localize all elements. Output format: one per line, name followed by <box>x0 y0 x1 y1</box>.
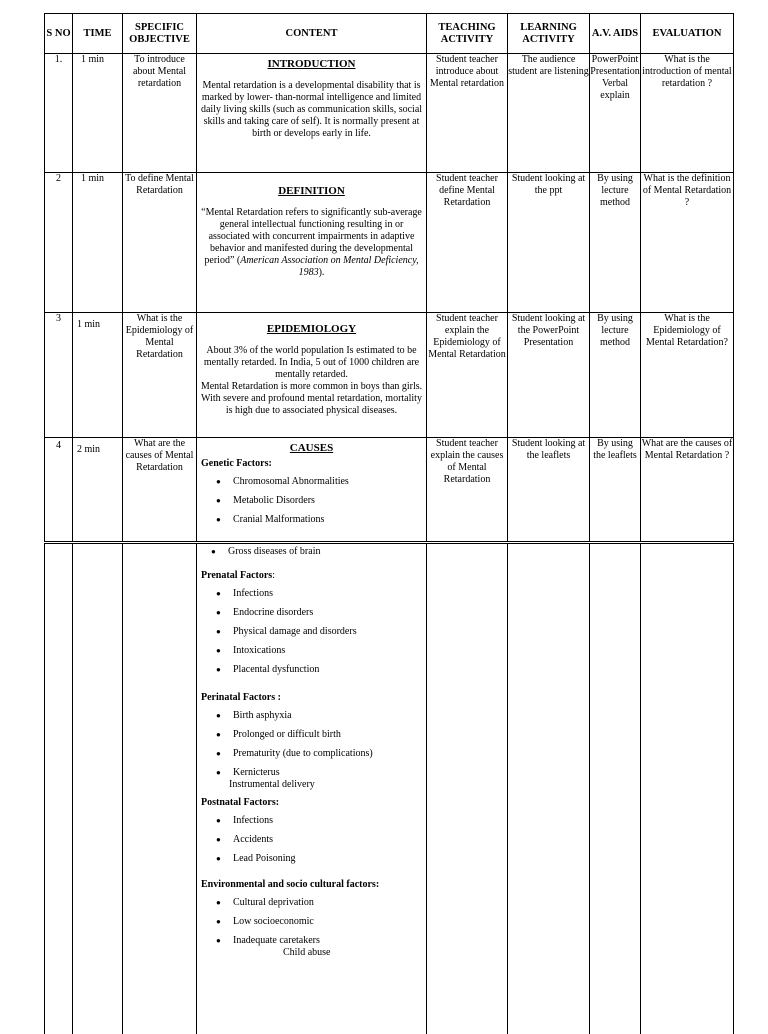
section-heading-definition: DEFINITION <box>278 185 345 197</box>
header-sno: S NO <box>45 14 73 54</box>
list-item: ● Prolonged or difficult birth <box>233 729 426 741</box>
genetic-factors-label: Genetic Factors: <box>201 458 272 469</box>
table-row <box>45 313 734 438</box>
row-learning: Student looking at the leaflets <box>508 438 590 542</box>
section-heading-introduction: INTRODUCTION <box>267 58 356 70</box>
header-objective: SPECIFIC OBJECTIVE <box>123 14 197 54</box>
header-learning: LEARNING ACTIVITY <box>508 14 590 54</box>
row-teaching: Student teacher explain the Epidemiology of Mental Retardation <box>427 313 508 438</box>
environmental-extra-text: Child abuse <box>283 947 331 958</box>
prenatal-factors-label <box>201 570 426 582</box>
definition-text-end: ). <box>318 267 325 278</box>
row-av: By using the leaflets <box>590 438 641 542</box>
list-item: ● Intoxications <box>233 645 426 657</box>
perinatal-factors-list <box>197 710 426 779</box>
row-time: 1 min <box>73 173 123 313</box>
content-text: Mental retardation is a developmental disability that is marked by lower- than-normal intelligence and limited daily living skills (such as communication skills, social skills and taking care of self). It is normally present at birth or develops early in life. <box>200 80 423 139</box>
section-heading-causes: CAUSES <box>289 442 334 454</box>
row-av <box>590 544 641 1034</box>
list-item: ● Prematurity (due to complications) <box>233 748 426 760</box>
row-evaluation: What is the introduction of mental retardation ? <box>641 54 734 173</box>
prenatal-label-text: Prenatal Factors <box>201 570 273 581</box>
definition-text: “Mental Retardation refers to significantly sub-average general intellectual functioning resulting in or associated with concurrent impairments in adaptive behavior and manifested during the developmental period” ( <box>201 207 422 266</box>
lesson-plan-table <box>44 13 734 542</box>
header-content: CONTENT <box>197 14 427 54</box>
row-content <box>197 438 427 542</box>
list-item: ● Physical damage and disorders <box>233 626 426 638</box>
row-sno: 3 <box>45 313 73 438</box>
row-objective: What is the Epidemiology of Mental Retardation <box>123 313 197 438</box>
row-learning: Student looking at the PowerPoint Presentation <box>508 313 590 438</box>
row-teaching: Student teacher define Mental Retardation <box>427 173 508 313</box>
row-objective: To introduce about Mental retardation <box>123 54 197 173</box>
row-evaluation: What is the Epidemiology of Mental Retardation? <box>641 313 734 438</box>
list-item: ● Accidents <box>233 834 426 846</box>
list-item: ● Gross diseases of brain <box>228 546 426 558</box>
postnatal-factors-list <box>197 815 426 865</box>
row-teaching <box>427 544 508 1034</box>
list-item: ● Chromosomal Abnormalities <box>233 476 426 488</box>
table-row <box>45 173 734 313</box>
row-sno: 4 <box>45 438 73 542</box>
row-objective: To define Mental Retardation <box>123 173 197 313</box>
list-item: ● Low socioeconomic <box>233 916 426 928</box>
row-evaluation <box>641 544 734 1034</box>
row-av: By using lecture method <box>590 313 641 438</box>
genetic-factors-list <box>197 476 426 526</box>
definition-citation: American Association on Mental Deficiency, 1983 <box>240 255 419 278</box>
row-time <box>73 544 123 1034</box>
header-row <box>45 14 734 54</box>
row-learning: The audience student are listening <box>508 54 590 173</box>
row-time: 2 min <box>73 438 123 542</box>
row-learning <box>508 544 590 1034</box>
section-heading-epidemiology: EPIDEMIOLOGY <box>266 323 357 335</box>
list-item: ● Infections <box>233 588 426 600</box>
content-text <box>197 207 426 279</box>
list-item: ● Metabolic Disorders <box>233 495 426 507</box>
list-item: ● Kernicterus <box>233 767 426 779</box>
content-text-2: Mental Retardation is more common in boys than girls. With severe and profound mental retardation, mortality is high due to associated physical diseases. <box>200 381 423 416</box>
table-row <box>45 544 734 1034</box>
row-time: 1 min <box>73 54 123 173</box>
table-row <box>45 54 734 173</box>
row-content <box>197 54 427 173</box>
list-item: ● Cranial Malformations <box>233 514 426 526</box>
row-sno <box>45 544 73 1034</box>
row-time: 1 min <box>73 313 123 438</box>
list-item: ● Endocrine disorders <box>233 607 426 619</box>
row-content <box>197 173 427 313</box>
list-item: ● Cultural deprivation <box>233 897 426 909</box>
perinatal-extra-text: Instrumental delivery <box>229 779 315 790</box>
postnatal-factors-label: Postnatal Factors: <box>201 797 280 808</box>
row-evaluation: What is the definition of Mental Retardation ? <box>641 173 734 313</box>
row-av: PowerPoint Presentation Verbal explain <box>590 54 641 173</box>
row-content <box>197 544 427 1034</box>
row-sno: 2 <box>45 173 73 313</box>
table-row <box>45 438 734 542</box>
list-item: ● Birth asphyxia <box>233 710 426 722</box>
environmental-factors-list <box>197 897 426 947</box>
prenatal-label-colon: : <box>272 570 275 581</box>
row-content <box>197 313 427 438</box>
row-sno: 1. <box>45 54 73 173</box>
list-item: ● Placental dysfunction <box>233 664 426 676</box>
header-teaching: TEACHING ACTIVITY <box>427 14 508 54</box>
environmental-factors-label: Environmental and socio cultural factors: <box>201 879 380 890</box>
list-item: ● Inadequate caretakers <box>233 935 426 947</box>
header-time: TIME <box>73 14 123 54</box>
row-objective <box>123 544 197 1034</box>
header-av: A.V. AIDS <box>590 14 641 54</box>
row-objective: What are the causes of Mental Retardation <box>123 438 197 542</box>
list-item: ● Infections <box>233 815 426 827</box>
list-item: ● Lead Poisoning <box>233 853 426 865</box>
header-evaluation: EVALUATION <box>641 14 734 54</box>
row-evaluation: What are the causes of Mental Retardation ? <box>641 438 734 542</box>
content-text: About 3% of the world population Is estimated to be mentally retarded. In India, 5 out of 1000 children are mentally retarded. <box>203 345 420 380</box>
row-teaching: Student teacher explain the causes of Mental Retardation <box>427 438 508 542</box>
row-learning: Student looking at the ppt <box>508 173 590 313</box>
row-teaching: Student teacher introduce about Mental retardation <box>427 54 508 173</box>
lesson-plan-table-continued <box>44 543 734 1034</box>
row-av: By using lecture method <box>590 173 641 313</box>
prenatal-factors-list <box>197 588 426 676</box>
perinatal-factors-label: Perinatal Factors : <box>201 692 281 703</box>
genetic-factors-list-continued <box>197 546 426 558</box>
